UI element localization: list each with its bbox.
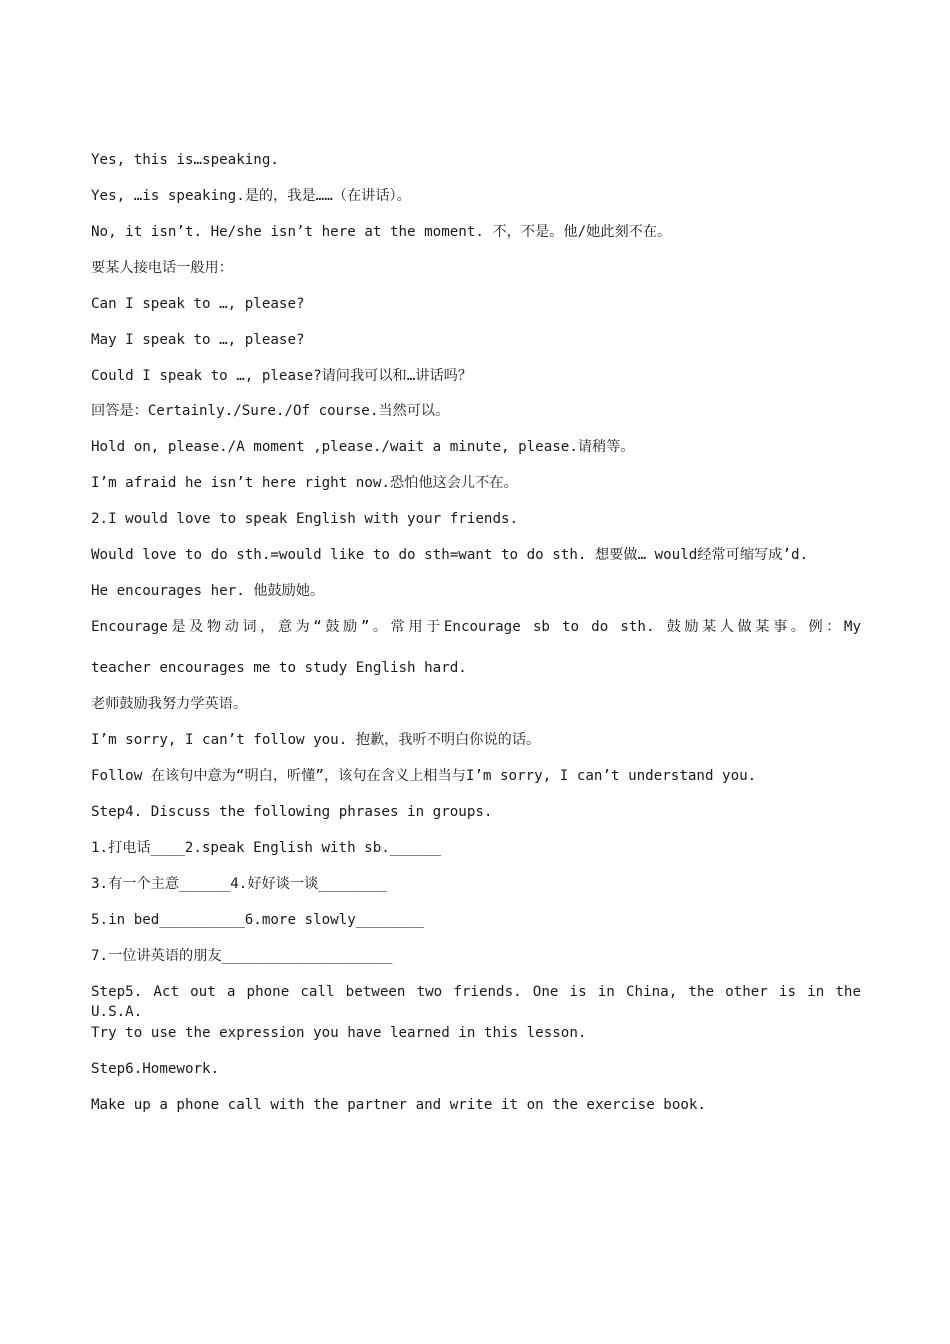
text-line: Can I speak to …, please? <box>91 296 305 312</box>
text-line: No, it isn’t. He/she isn’t here at the moment. 不，不是。他/她此刻不在。 <box>91 224 672 240</box>
text-line: 要某人接电话一般用： <box>91 260 233 276</box>
text-line: I’m afraid he isn’t here right now.恐怕他这会儿不在。 <box>91 475 518 491</box>
text-line: teacher encourages me to study English hard. <box>91 660 467 676</box>
text-line: He encourages her. 他鼓励她。 <box>91 583 325 599</box>
text-line: 老师鼓励我努力学英语。 <box>91 696 248 712</box>
text-line: 2.I would love to speak English with your friends. <box>91 511 519 527</box>
text-line: 7.一位讲英语的朋友____________________ <box>91 948 393 964</box>
text-line: Encourage是及物动词，意为“鼓励”。常用于Encourage sb to do sth. 鼓励某人做某事。例：My <box>91 619 861 635</box>
text-line: I’m sorry, I can’t follow you. 抱歉，我听不明白你说的话。 <box>91 732 541 748</box>
text-line: Hold on, please./A moment ,please./wait a minute, please.请稍等。 <box>91 439 635 455</box>
text-line: Follow 在该句中意为“明白，听懂”，该句在含义上相当与I’m sorry, I can’t understand you. <box>91 768 757 784</box>
text-line: Step4. Discuss the following phrases in groups. <box>91 804 493 820</box>
text-line: Try to use the expression you have learned in this lesson. <box>91 1025 587 1041</box>
text-line: Step6.Homework. <box>91 1061 220 1077</box>
text-line: 3.有一个主意______4.好好谈一谈________ <box>91 876 387 892</box>
text-line: Yes, …is speaking.是的，我是……（在讲话）。 <box>91 188 411 204</box>
text-line: Yes, this is…speaking. <box>91 152 279 168</box>
text-line: 1.打电话____2.speak English with sb.______ <box>91 840 442 856</box>
text-line: 5.in bed__________6.more slowly________ <box>91 912 425 928</box>
text-line: Could I speak to …, please?请问我可以和…讲话吗？ <box>91 368 473 384</box>
text-line: Make up a phone call with the partner and write it on the exercise book. <box>91 1097 706 1113</box>
text-line: May I speak to …, please? <box>91 332 305 348</box>
text-line: Step5. Act out a phone call between two friends. One is in China, the other is in the U.S.A. <box>91 984 861 1020</box>
text-line: 回答是：Certainly./Sure./Of course.当然可以。 <box>91 403 450 419</box>
text-line: Would love to do sth.=would like to do sth=want to do sth. 想要做… would经常可缩写成’d. <box>91 547 809 563</box>
